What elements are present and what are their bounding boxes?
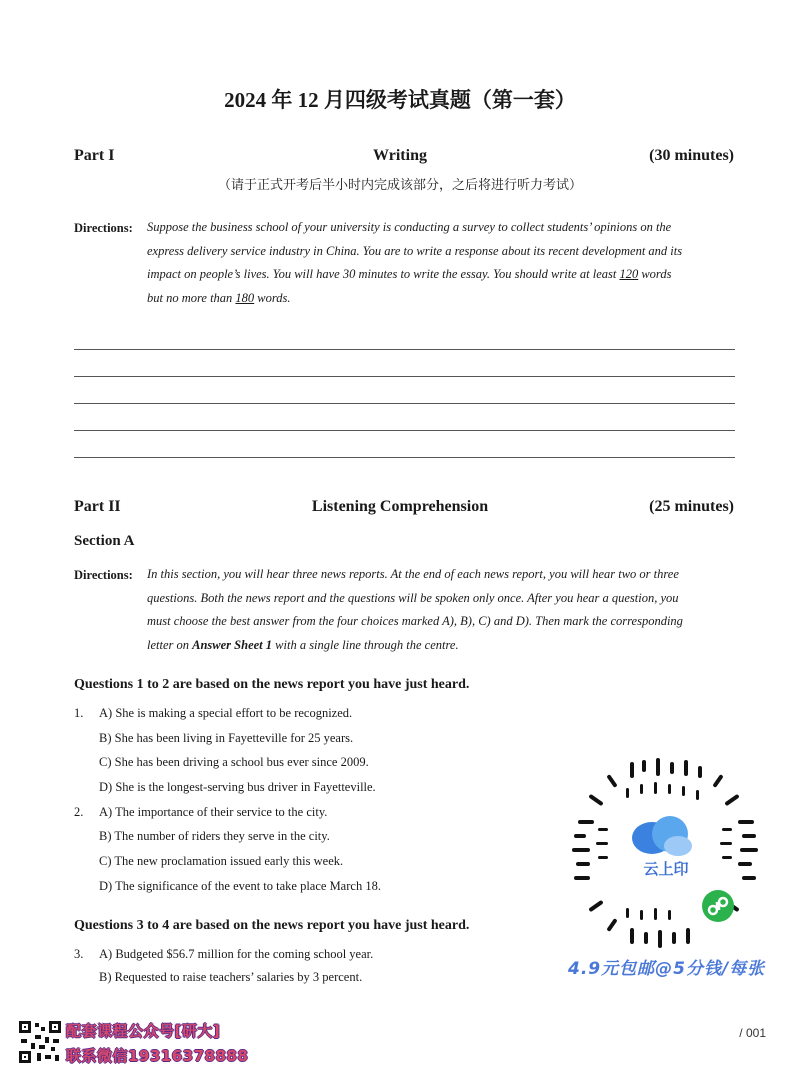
part2-directions-line: In this section, you will hear three news reports. At the end of each news report, you will hear two or three <box>147 567 679 581</box>
part2-directions-line <box>147 634 737 658</box>
question-group-heading: Questions 3 to 4 are based on the news report you have just heard. <box>74 918 470 933</box>
part2-directions-line: must choose the best answer from the four choices marked A), B), C) and D). Then mark the corresponding <box>147 614 683 629</box>
writing-line <box>74 430 735 431</box>
qr-code-icon <box>17 1019 63 1065</box>
answer-option: D) The significance of the event to take place March 18. <box>99 879 381 893</box>
writing-line <box>74 349 735 350</box>
part2-directions <box>147 563 737 658</box>
course-banner-line1: 配套课程公众号[研大] <box>66 1022 221 1040</box>
qr-brand-label: 云上印 <box>643 860 689 878</box>
part2-directions-text: letter on <box>147 638 193 653</box>
part2-label: Part II <box>74 498 121 515</box>
answer-option: D) She is the longest-serving bus driver in Fayetteville. <box>99 780 376 794</box>
part2-time: (25 minutes) <box>649 498 734 515</box>
part1-label: Part I <box>74 147 115 164</box>
question-number: 1. <box>74 706 84 720</box>
part1-directions-line: Suppose the business school of your university is conducting a survey to collect students’ opinions on the <box>147 220 672 234</box>
page-title: 2024 年 12 月四级考试真题（第一套） <box>224 88 576 112</box>
max-words: 180 <box>235 291 255 306</box>
answer-option: A) The importance of their service to the city. <box>99 805 328 819</box>
min-words: 120 <box>619 267 639 282</box>
part1-directions <box>147 216 737 311</box>
part1-directions-text: but no more than <box>147 291 236 306</box>
part1-directions-line <box>147 263 737 287</box>
question-number: 3. <box>74 947 84 961</box>
mini-program-code-icon <box>570 758 760 948</box>
question-number: 2. <box>74 805 84 819</box>
answer-option: B) The number of riders they serve in the city. <box>99 829 330 843</box>
answer-option: A) Budgeted $56.7 million for the coming school year. <box>99 947 374 961</box>
promo-text: 4.9元包邮@5分钱/每张 <box>568 959 766 979</box>
section-a-heading: Section A <box>74 533 135 549</box>
answer-option: A) She is making a special effort to be recognized. <box>99 706 353 720</box>
answer-option: B) She has been living in Fayetteville for 25 years. <box>99 731 354 745</box>
part2-directions-line: questions. Both the news report and the questions will be spoken only once. After you hear a question, you <box>147 590 679 605</box>
part1-directions-text: words <box>638 267 672 282</box>
course-banner-line2: 联系微信19316378888 <box>66 1047 249 1065</box>
part1-name: Writing <box>373 147 427 164</box>
writing-line <box>74 403 735 404</box>
answer-option: B) Requested to raise teachers’ salaries by 3 percent. <box>99 970 363 984</box>
part1-time: (30 minutes) <box>649 147 734 164</box>
writing-line <box>74 457 735 458</box>
part2-name: Listening Comprehension <box>311 498 489 515</box>
part1-directions-text: words. <box>254 291 291 306</box>
part2-directions-text: with a single line through the centre. <box>272 638 459 653</box>
part1-directions-line <box>147 287 737 311</box>
part1-directions-line: express delivery service industry in China. You are to write a response about its recent development and its <box>147 243 683 258</box>
question-group-heading: Questions 1 to 2 are based on the news report you have just heard. <box>74 677 470 692</box>
writing-line <box>74 376 735 377</box>
page-number: / 001 <box>739 1026 766 1040</box>
part2-directions-label: Directions: <box>74 568 133 582</box>
answer-sheet-name: Answer Sheet 1 <box>192 638 273 653</box>
part1-note: （请于正式开考后半小时内完成该部分，之后将进行听力考试） <box>217 177 582 192</box>
part1-directions-text: impact on people’s lives. You will have 30 minutes to write the essay. You should write at least <box>147 267 620 282</box>
answer-option: C) The new proclamation issued early this week. <box>99 854 344 868</box>
answer-option: C) She has been driving a school bus ever since 2009. <box>99 755 369 769</box>
part1-directions-label: Directions: <box>74 221 133 235</box>
